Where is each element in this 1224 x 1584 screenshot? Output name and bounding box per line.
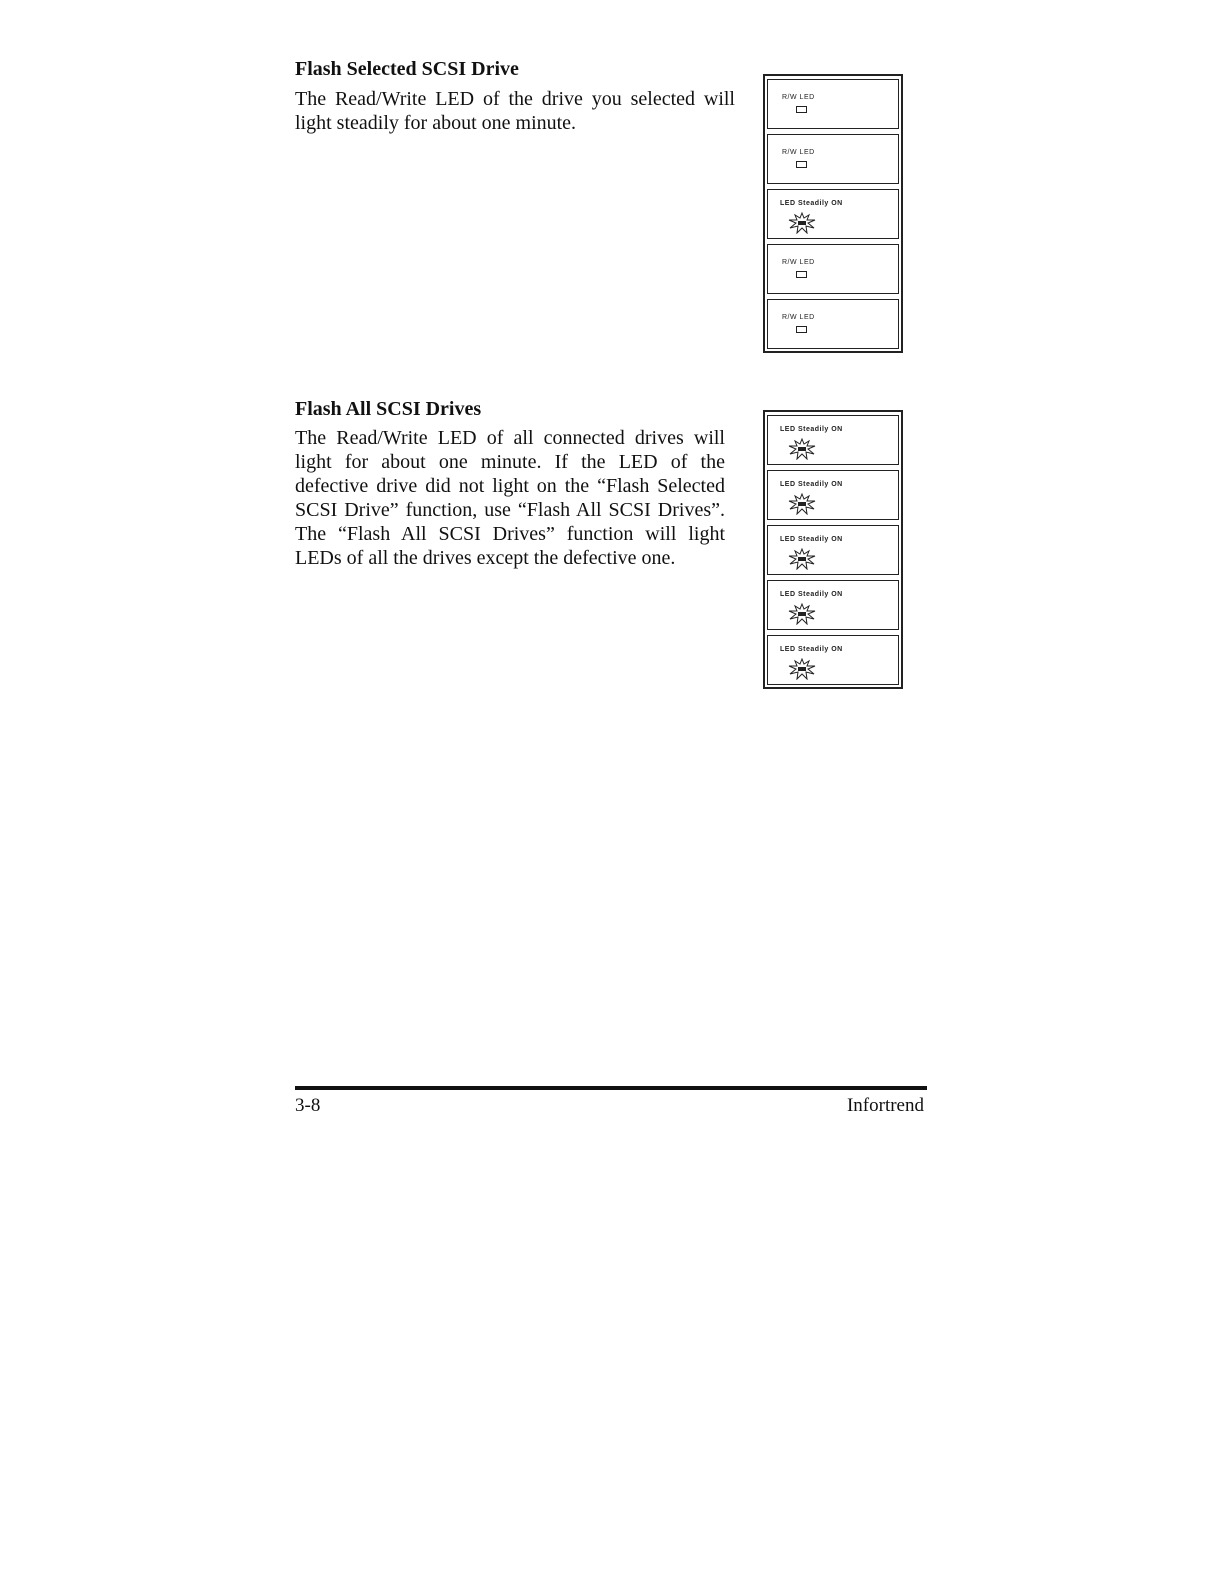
drive-bay xyxy=(767,189,899,239)
bay-label: LED Steadily ON xyxy=(780,200,843,207)
bay-label: R/W LED xyxy=(782,94,815,101)
led-lit-icon xyxy=(788,493,816,515)
drive-rack-diagram-selected xyxy=(763,74,903,353)
footer-rule xyxy=(295,1086,927,1090)
drive-bay xyxy=(767,79,899,129)
page-number: 3-8 xyxy=(295,1095,321,1116)
bay-label: R/W LED xyxy=(782,259,815,266)
bay-label: R/W LED xyxy=(782,149,815,156)
drive-bay xyxy=(767,134,899,184)
bay-label: LED Steadily ON xyxy=(780,481,843,488)
bay-label: LED Steadily ON xyxy=(780,646,843,653)
section-heading-flash-all: Flash All SCSI Drives xyxy=(295,398,482,420)
drive-rack-diagram-all xyxy=(763,410,903,689)
drive-bay xyxy=(767,299,899,349)
led-lit-icon xyxy=(788,212,816,234)
footer-brand: Infortrend xyxy=(846,1095,924,1116)
drive-bay xyxy=(767,415,899,465)
led-off-icon xyxy=(796,326,807,333)
drive-bay xyxy=(767,244,899,294)
led-lit-icon xyxy=(788,438,816,460)
bay-label: LED Steadily ON xyxy=(780,536,843,543)
section-body-flash-all: The Read/Write LED of all connected drives will light for about one minute. If the LED of the defective drive did not light on the “Flash Selected SCSI Drive” function, use “Flash All SCSI Drives”. The “Flash All SCSI Drives” function will light LEDs of all the drives except the defective one. xyxy=(295,427,725,569)
led-lit-icon xyxy=(788,548,816,570)
drive-bay xyxy=(767,470,899,520)
led-lit-icon xyxy=(788,603,816,625)
led-off-icon xyxy=(796,271,807,278)
bay-label: LED Steadily ON xyxy=(780,426,843,433)
led-off-icon xyxy=(796,161,807,168)
bay-label: R/W LED xyxy=(782,314,815,321)
led-off-icon xyxy=(796,106,807,113)
bay-label: LED Steadily ON xyxy=(780,591,843,598)
section-heading-flash-selected: Flash Selected SCSI Drive xyxy=(295,58,519,80)
led-lit-icon xyxy=(788,658,816,680)
drive-bay xyxy=(767,635,899,685)
section-body-flash-selected: The Read/Write LED of the drive you selected will light steadily for about one minute. xyxy=(295,88,735,134)
drive-bay xyxy=(767,525,899,575)
drive-bay xyxy=(767,580,899,630)
